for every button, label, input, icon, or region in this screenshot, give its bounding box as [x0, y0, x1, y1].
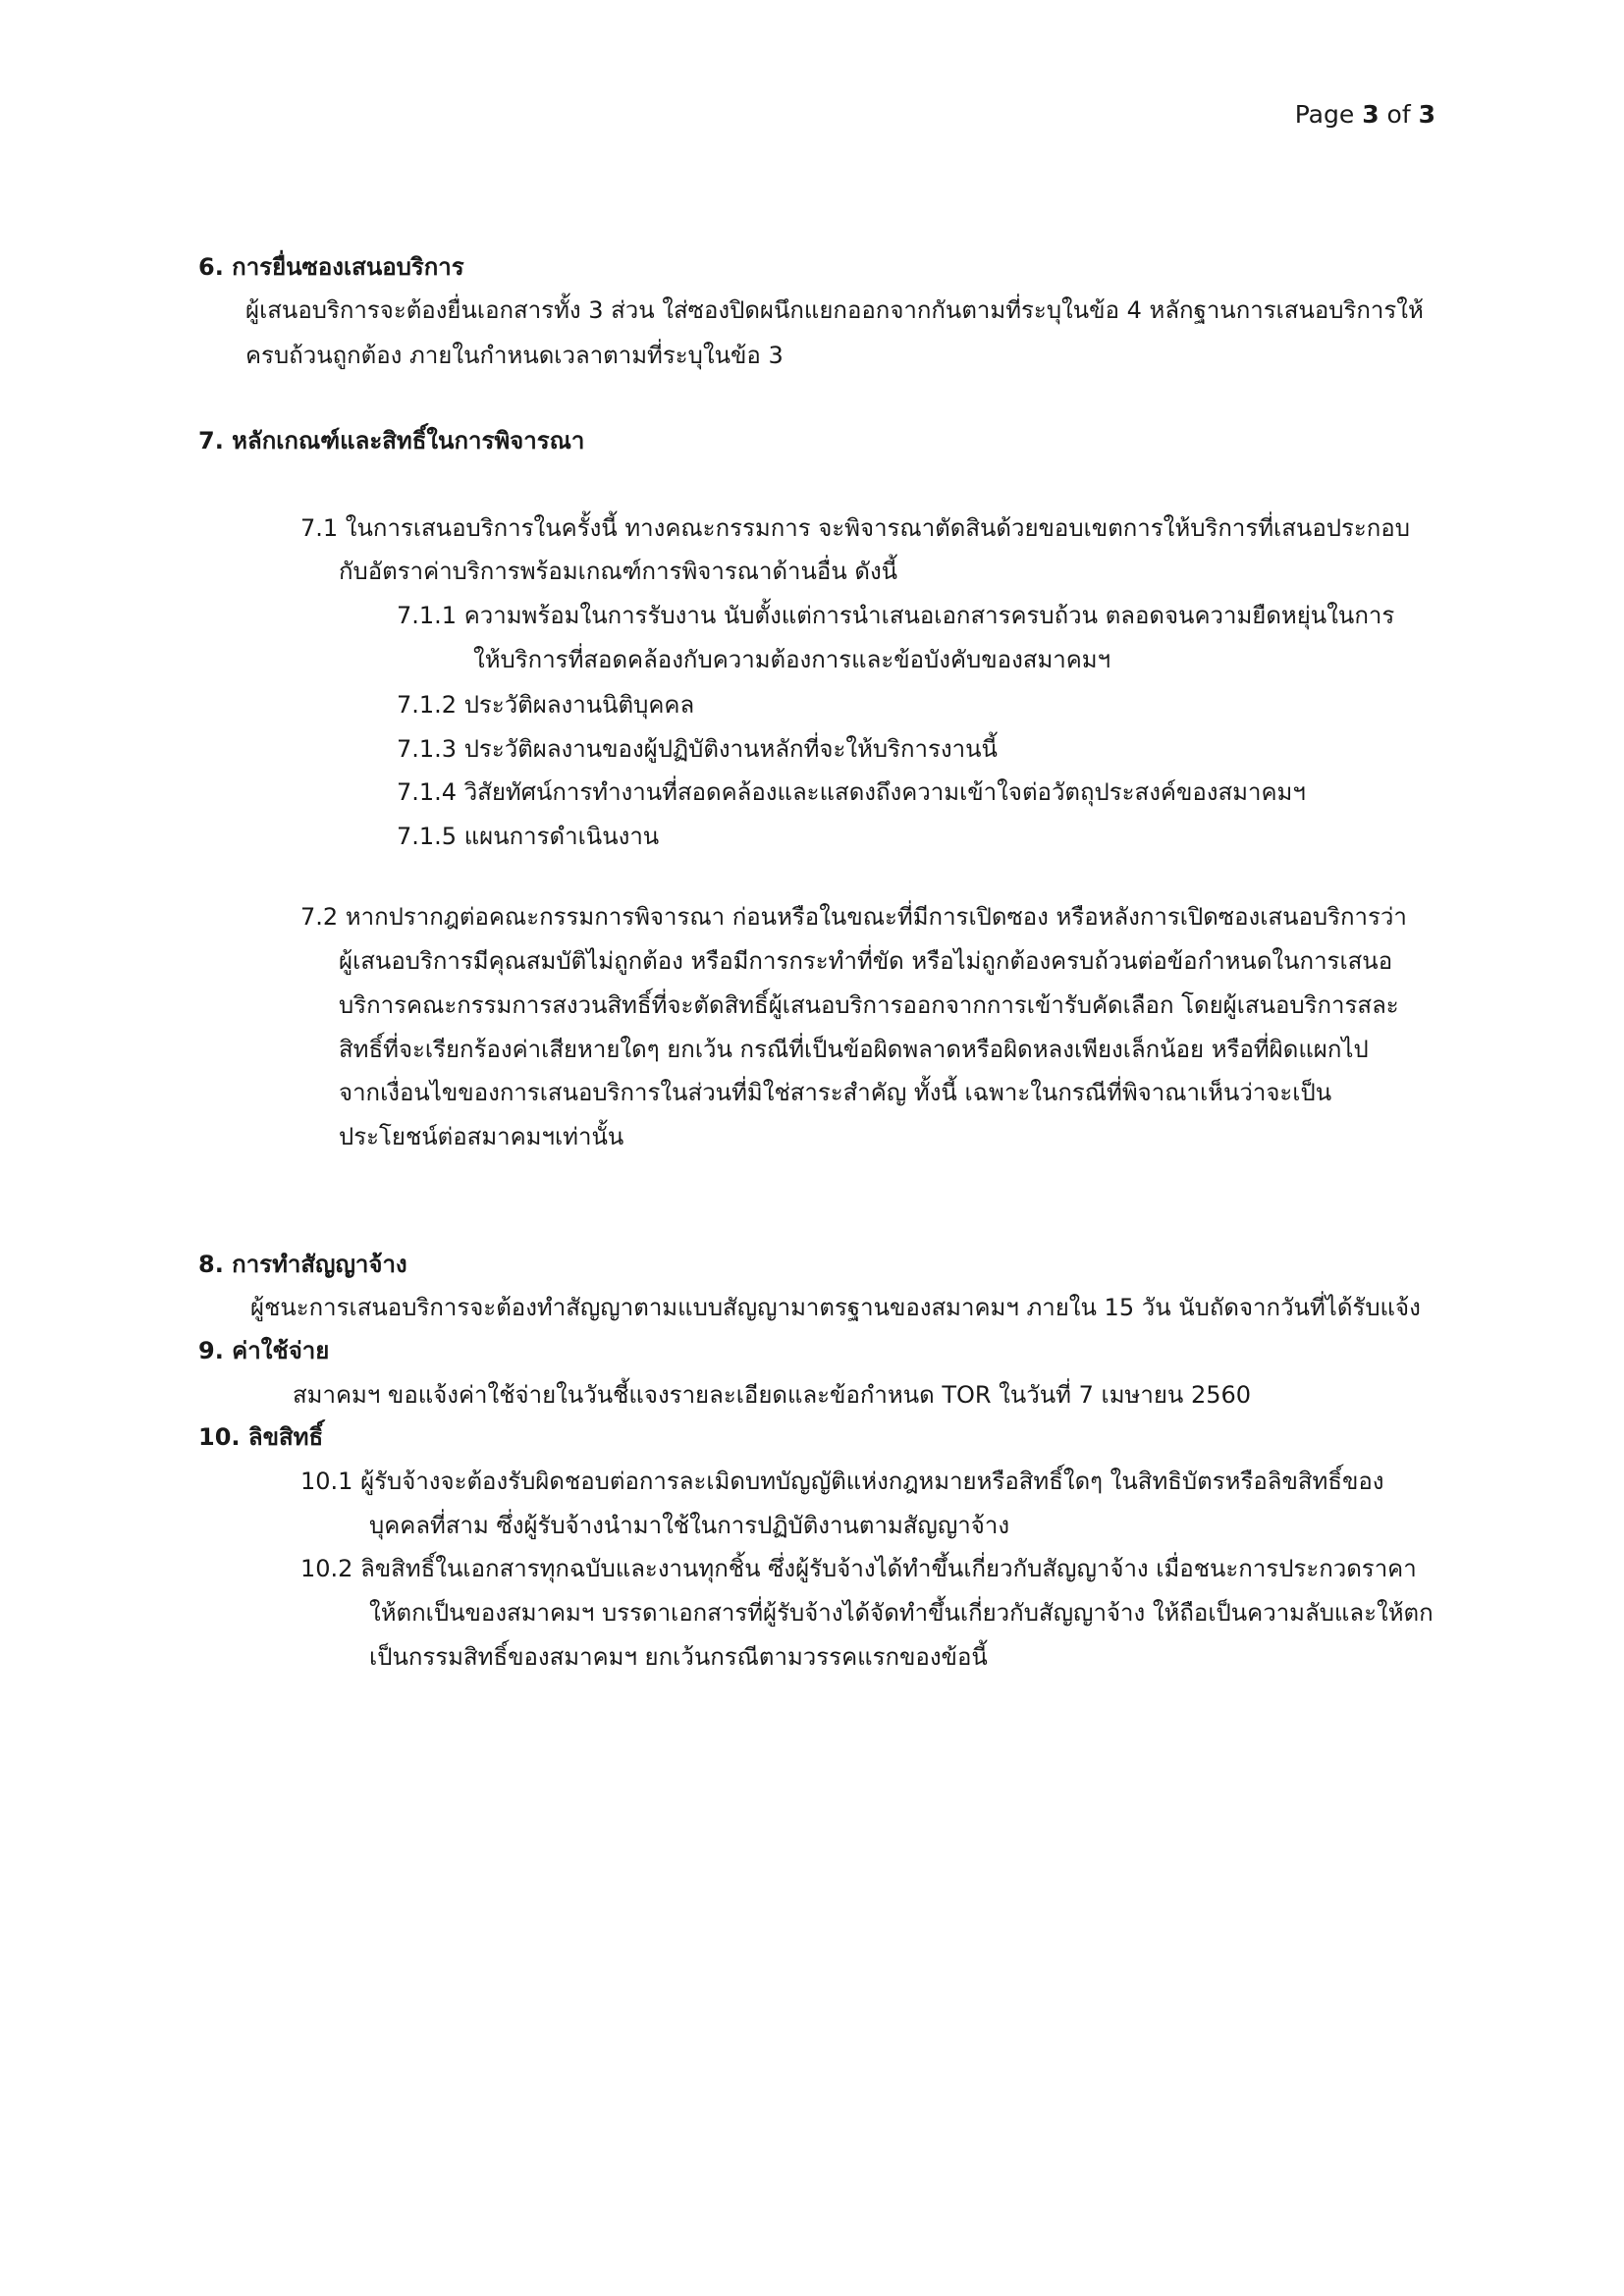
section-10-2-line-3: เป็นกรรมสิทธิ์ของสมาคมฯ ยกเว้นกรณีตามวรรคแรกของข้อนี้	[369, 1643, 988, 1671]
section-7-1-5: 7.1.5 แผนการดำเนินงาน	[397, 823, 660, 850]
section-7-2-line-2: ผู้เสนอบริการมีคุณสมบัติไม่ถูกต้อง หรือมีการกระทำที่ขัด หรือไม่ถูกต้องครบถ้วนต่อข้อกำหนดในการเสนอ	[339, 947, 1393, 975]
section-10-1-line-2: บุคคลที่สาม ซึ่งผู้รับจ้างนำมาใช้ในการปฏิบัติงานตามสัญญาจ้าง	[369, 1512, 1010, 1539]
section-9-line: สมาคมฯ ขอแจ้งค่าใช้จ่ายในวันชี้แจงรายละเอียดและข้อกำหนด TOR ในวันที่ 7 เมษายน 2560	[293, 1381, 1252, 1409]
section-10-2-line-1: 10.2 ลิขสิทธิ์ในเอกสารทุกฉบับและงานทุกชิ้น ซึ่งผู้รับจ้างได้ทำขึ้นเกี่ยวกับสัญญาจ้าง เมื่อชนะการประกวดราคา	[300, 1555, 1417, 1582]
section-6-line-1: ผู้เสนอบริการจะต้องยื่นเอกสารทั้ง 3 ส่วน ใส่ซองปิดผนึกแยกออกจากกันตามที่ระบุในข้อ 4 หลักฐานการเสนอบริการให้	[245, 296, 1424, 324]
section-7-heading: 7. หลักเกณฑ์และสิทธิ์ในการพิจารณา	[198, 427, 585, 454]
section-9-heading: 9. ค่าใช้จ่าย	[198, 1337, 330, 1364]
section-7-2-line-5: จากเงื่อนไขของการเสนอบริการในส่วนที่มิใช่สาระสำคัญ ทั้งนี้ เฉพาะในกรณีที่พิจาณาเห็นว่าจะเป็น	[339, 1079, 1332, 1106]
section-7-2-line-4: สิทธิ์ที่จะเรียกร้องค่าเสียหายใดๆ ยกเว้น กรณีที่เป็นข้อผิดพลาดหรือผิดหลงเพียงเล็กน้อย หรือที่ผิดแผกไป	[339, 1036, 1369, 1063]
section-6-heading: 6. การยื่นซองเสนอบริการ	[198, 253, 464, 281]
section-10-heading: 10. ลิขสิทธิ์	[198, 1423, 324, 1451]
section-7-2-line-3: บริการคณะกรรมการสงวนสิทธิ์ที่จะตัดสิทธิ์ผู้เสนอบริการออกจากการเข้ารับคัดเลือก โดยผู้เสนอบริการสละ	[339, 991, 1399, 1019]
section-7-1-1-line-2: ให้บริการที่สอดคล้องกับความต้องการและข้อบังคับของสมาคมฯ	[473, 646, 1111, 673]
section-6-line-2: ครบถ้วนถูกต้อง ภายในกำหนดเวลาตามที่ระบุในข้อ 3	[245, 342, 784, 369]
section-7-2-line-6: ประโยชน์ต่อสมาคมฯเท่านั้น	[339, 1123, 624, 1150]
section-10-2-line-2: ให้ตกเป็นของสมาคมฯ บรรดาเอกสารที่ผู้รับจ้างได้จัดทำขึ้นเกี่ยวกับสัญญาจ้าง ให้ถือเป็นความลับและให้ตก	[369, 1599, 1434, 1627]
section-7-1-2: 7.1.2 ประวัติผลงานนิติบุคคล	[397, 691, 695, 719]
section-7-1-4: 7.1.4 วิสัยทัศน์การทำงานที่สอดคล้องและแสดงถึงความเข้าใจต่อวัตถุประสงค์ของสมาคมฯ	[397, 778, 1306, 806]
page-number: Page 3 of 3	[1294, 100, 1435, 129]
section-7-1-line-1: 7.1 ในการเสนอบริการในครั้งนี้ ทางคณะกรรมการ จะพิจารณาตัดสินด้วยขอบเขตการให้บริการที่เสนอประกอบ	[300, 514, 1410, 542]
section-8-heading: 8. การทำสัญญาจ้าง	[198, 1251, 407, 1278]
section-10-1-line-1: 10.1 ผู้รับจ้างจะต้องรับผิดชอบต่อการละเมิดบทบัญญัติแห่งกฎหมายหรือสิทธิ์ใดๆ ในสิทธิบัตรหรือลิขสิทธิ์ของ	[300, 1468, 1384, 1495]
section-7-2-line-1: 7.2 หากปรากฎต่อคณะกรรมการพิจารณา ก่อนหรือในขณะที่มีการเปิดซอง หรือหลังการเปิดซองเสนอบริการว่า	[300, 903, 1407, 931]
section-7-1-3: 7.1.3 ประวัติผลงานของผู้ปฏิบัติงานหลักที่จะให้บริการงานนี้	[397, 735, 998, 763]
section-7-1-line-2: กับอัตราค่าบริการพร้อมเกณฑ์การพิจารณาด้านอื่น ดังนี้	[339, 558, 898, 585]
section-8-line: ผู้ชนะการเสนอบริการจะต้องทำสัญญาตามแบบสัญญามาตรฐานของสมาคมฯ ภายใน 15 วัน นับถัดจากวันที่ได้รับแจ้ง	[250, 1294, 1421, 1321]
section-7-1-1-line-1: 7.1.1 ความพร้อมในการรับงาน นับตั้งแต่การนำเสนอเอกสารครบถ้วน ตลอดจนความยืดหยุ่นในการ	[397, 602, 1395, 629]
